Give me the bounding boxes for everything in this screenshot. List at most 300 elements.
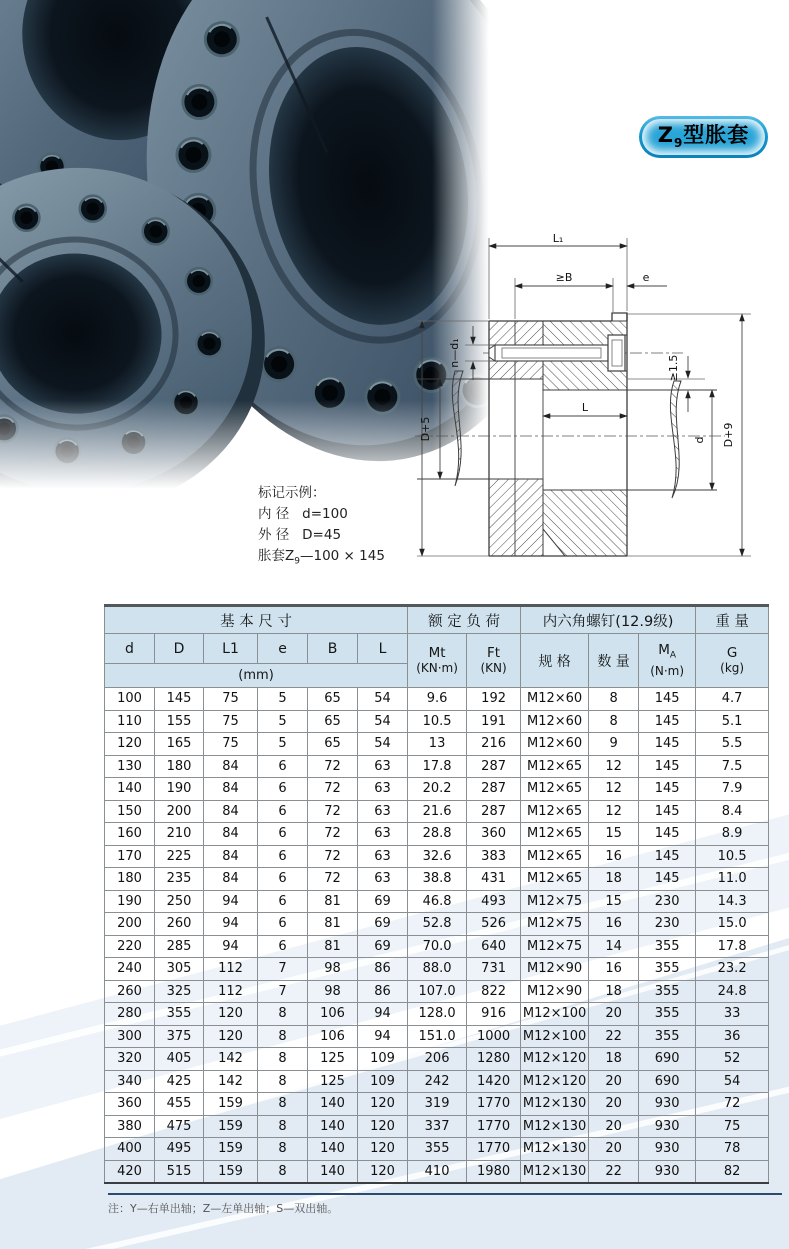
- table-cell: 235: [155, 868, 204, 891]
- table-body: [105, 688, 769, 1184]
- table-cell: 120: [204, 1025, 258, 1048]
- table-row: [105, 890, 769, 913]
- dim-label-gap: ≥1.5: [667, 354, 680, 382]
- table-cell: 63: [358, 868, 408, 891]
- marking-line-outer-diameter: 外 径 D=45: [258, 527, 342, 543]
- dim-label-d5: D+5: [419, 416, 432, 442]
- table-cell: 14.3: [696, 890, 769, 913]
- table-cell: 17.8: [696, 935, 769, 958]
- table-cell: 145: [155, 688, 204, 711]
- table-cell: 145: [639, 845, 696, 868]
- table-cell: 81: [308, 913, 358, 936]
- table-cell: 400: [105, 1138, 155, 1161]
- table-cell: 5.1: [696, 710, 769, 733]
- table-cell: 145: [639, 778, 696, 801]
- table-cell: 94: [204, 935, 258, 958]
- table-cell: 140: [308, 1093, 358, 1116]
- table-cell: 305: [155, 958, 204, 981]
- table-cell: 125: [308, 1048, 358, 1071]
- table-cell: M12×60: [521, 688, 589, 711]
- table-cell: 142: [204, 1048, 258, 1071]
- table-cell: 337: [408, 1115, 467, 1138]
- table-cell: 8: [258, 1025, 308, 1048]
- table-cell: 120: [358, 1115, 408, 1138]
- table-cell: 145: [639, 733, 696, 756]
- table-cell: 8: [589, 710, 639, 733]
- table-cell: 128.0: [408, 1003, 467, 1026]
- col-e: e: [258, 634, 308, 664]
- table-row: [105, 1048, 769, 1071]
- table-row: [105, 1025, 769, 1048]
- table-cell: 24.8: [696, 980, 769, 1003]
- table-cell: 63: [358, 755, 408, 778]
- col-D: D: [155, 634, 204, 664]
- table-cell: 140: [308, 1160, 358, 1183]
- table-cell: 84: [204, 800, 258, 823]
- group-basic-dims: 基 本 尺 寸: [105, 606, 408, 634]
- group-weight: 重 量: [696, 606, 769, 634]
- table-cell: 11.0: [696, 868, 769, 891]
- table-cell: 200: [105, 913, 155, 936]
- table-cell: 22: [589, 1025, 639, 1048]
- table-cell: 240: [105, 958, 155, 981]
- table-cell: 380: [105, 1115, 155, 1138]
- table-cell: 159: [204, 1093, 258, 1116]
- table-cell: 431: [467, 868, 521, 891]
- dim-label-l1: L₁: [552, 232, 564, 245]
- table-cell: 8: [258, 1048, 308, 1071]
- table-cell: 495: [155, 1138, 204, 1161]
- table-cell: 159: [204, 1115, 258, 1138]
- table-cell: 12: [589, 778, 639, 801]
- table-cell: 112: [204, 980, 258, 1003]
- table-cell: 10.5: [408, 710, 467, 733]
- table-row: [105, 1160, 769, 1183]
- table-cell: 106: [308, 1025, 358, 1048]
- table-cell: 12: [589, 800, 639, 823]
- table-cell: 287: [467, 778, 521, 801]
- table-row: [105, 845, 769, 868]
- table-cell: 88.0: [408, 958, 467, 981]
- table-cell: 107.0: [408, 980, 467, 1003]
- table-cell: 5: [258, 688, 308, 711]
- table-cell: 65: [308, 688, 358, 711]
- table-cell: 18: [589, 1048, 639, 1071]
- table-cell: 46.8: [408, 890, 467, 913]
- table-cell: 54: [358, 733, 408, 756]
- table-cell: 22: [589, 1160, 639, 1183]
- table-row: [105, 1070, 769, 1093]
- table-cell: 8: [258, 1138, 308, 1161]
- table-cell: 120: [358, 1093, 408, 1116]
- col-g: G (kg): [696, 634, 769, 688]
- table-cell: 159: [204, 1138, 258, 1161]
- table-cell: M12×60: [521, 710, 589, 733]
- table-cell: 170: [105, 845, 155, 868]
- table-cell: 16: [589, 913, 639, 936]
- shaft-break-right: [670, 381, 681, 498]
- table-cell: 319: [408, 1093, 467, 1116]
- table-cell: 210: [155, 823, 204, 846]
- table-cell: 12: [589, 755, 639, 778]
- table-cell: M12×75: [521, 890, 589, 913]
- table-cell: 515: [155, 1160, 204, 1183]
- table-cell: 140: [105, 778, 155, 801]
- table-cell: 355: [408, 1138, 467, 1161]
- table-cell: 120: [105, 733, 155, 756]
- table-cell: 360: [467, 823, 521, 846]
- table-cell: 640: [467, 935, 521, 958]
- table-cell: 15.0: [696, 913, 769, 936]
- group-rated-load: 额 定 负 荷: [408, 606, 521, 634]
- table-cell: 6: [258, 913, 308, 936]
- marking-title: 标记示例：: [258, 485, 326, 501]
- col-ma: $M_A$ (N·m): [639, 634, 696, 688]
- table-cell: 72: [696, 1093, 769, 1116]
- col-d: d: [105, 634, 155, 664]
- table-cell: 155: [155, 710, 204, 733]
- table-row: [105, 958, 769, 981]
- table-cell: 145: [639, 823, 696, 846]
- table-cell: 65: [308, 733, 358, 756]
- table-cell: 72: [308, 868, 358, 891]
- table-row: [105, 733, 769, 756]
- table-cell: 54: [358, 710, 408, 733]
- table-cell: 165: [155, 733, 204, 756]
- table-cell: 32.6: [408, 845, 467, 868]
- table-cell: 140: [308, 1115, 358, 1138]
- table-cell: 7.5: [696, 755, 769, 778]
- table-cell: 54: [696, 1070, 769, 1093]
- table-cell: 230: [639, 913, 696, 936]
- table-cell: 84: [204, 755, 258, 778]
- table-row: [105, 868, 769, 891]
- table-cell: 20: [589, 1093, 639, 1116]
- table-cell: 36: [696, 1025, 769, 1048]
- table-cell: 6: [258, 823, 308, 846]
- table-cell: 180: [105, 868, 155, 891]
- table-cell: M12×130: [521, 1093, 589, 1116]
- table-cell: 72: [308, 755, 358, 778]
- table-cell: 340: [105, 1070, 155, 1093]
- table-cell: M12×120: [521, 1048, 589, 1071]
- table-cell: M12×75: [521, 913, 589, 936]
- table-cell: M12×90: [521, 958, 589, 981]
- table-cell: 930: [639, 1138, 696, 1161]
- table-cell: 355: [639, 958, 696, 981]
- table-cell: 20: [589, 1138, 639, 1161]
- table-cell: 822: [467, 980, 521, 1003]
- table-row: [105, 980, 769, 1003]
- table-cell: 13: [408, 733, 467, 756]
- table-cell: 190: [155, 778, 204, 801]
- table-cell: 8: [258, 1093, 308, 1116]
- table-cell: 75: [204, 733, 258, 756]
- table-cell: 150: [105, 800, 155, 823]
- table-cell: M12×130: [521, 1160, 589, 1183]
- table-cell: M12×90: [521, 980, 589, 1003]
- table-cell: 250: [155, 890, 204, 913]
- table-cell: 151.0: [408, 1025, 467, 1048]
- table-cell: 280: [105, 1003, 155, 1026]
- table-cell: 110: [105, 710, 155, 733]
- table-cell: 69: [358, 913, 408, 936]
- table-cell: 72: [308, 778, 358, 801]
- table-cell: 52.8: [408, 913, 467, 936]
- table-cell: 731: [467, 958, 521, 981]
- table-cell: 130: [105, 755, 155, 778]
- table-cell: 355: [639, 935, 696, 958]
- group-header-row: [105, 606, 769, 634]
- table-cell: 120: [204, 1003, 258, 1026]
- table-cell: 300: [105, 1025, 155, 1048]
- dim-label-nd1: n—d₁: [448, 338, 461, 368]
- table-cell: 916: [467, 1003, 521, 1026]
- table-cell: 10.5: [696, 845, 769, 868]
- col-spec: 规 格: [521, 634, 589, 688]
- table-cell: 1280: [467, 1048, 521, 1071]
- col-ft: Ft (KN): [467, 634, 521, 688]
- table-cell: 260: [105, 980, 155, 1003]
- type-badge: [639, 116, 768, 158]
- table-cell: M12×65: [521, 800, 589, 823]
- type-badge-inner: [642, 119, 765, 155]
- table-cell: 690: [639, 1048, 696, 1071]
- table-cell: 1420: [467, 1070, 521, 1093]
- table-cell: 8.9: [696, 823, 769, 846]
- table-cell: M12×130: [521, 1138, 589, 1161]
- table-cell: 6: [258, 935, 308, 958]
- mm-unit-cell: (mm): [105, 664, 408, 688]
- table-cell: 8: [258, 1160, 308, 1183]
- table-cell: 4.7: [696, 688, 769, 711]
- table-row: [105, 800, 769, 823]
- table-cell: 159: [204, 1160, 258, 1183]
- table-cell: 8: [589, 688, 639, 711]
- col-L1: L1: [204, 634, 258, 664]
- table-cell: M12×100: [521, 1025, 589, 1048]
- footer-note: 注：Y—右单出轴；Z—左单出轴；S—双出轴。: [108, 1202, 339, 1215]
- table-cell: 526: [467, 913, 521, 936]
- table-row: [105, 913, 769, 936]
- table-cell: 15: [589, 823, 639, 846]
- table-cell: 86: [358, 980, 408, 1003]
- table-cell: 69: [358, 890, 408, 913]
- table-cell: 287: [467, 755, 521, 778]
- table-cell: 355: [639, 1025, 696, 1048]
- table-cell: 200: [155, 800, 204, 823]
- table-cell: 455: [155, 1093, 204, 1116]
- table-cell: 63: [358, 778, 408, 801]
- table-cell: 355: [639, 980, 696, 1003]
- table-cell: 6: [258, 890, 308, 913]
- table-cell: 84: [204, 845, 258, 868]
- table-cell: 420: [105, 1160, 155, 1183]
- table-cell: M12×130: [521, 1115, 589, 1138]
- table-cell: 6: [258, 800, 308, 823]
- table-cell: 1770: [467, 1093, 521, 1116]
- dim-label-l: L: [581, 401, 589, 414]
- table-cell: 8: [258, 1070, 308, 1093]
- table-cell: 8: [258, 1115, 308, 1138]
- table-row: [105, 688, 769, 711]
- table-cell: 81: [308, 890, 358, 913]
- table-cell: 410: [408, 1160, 467, 1183]
- table-cell: 94: [204, 890, 258, 913]
- table-cell: 6: [258, 778, 308, 801]
- dim-label-e: e: [642, 271, 650, 284]
- table-cell: 145: [639, 755, 696, 778]
- table-cell: 206: [408, 1048, 467, 1071]
- table-row: [105, 1093, 769, 1116]
- table-cell: 225: [155, 845, 204, 868]
- table-row: [105, 1003, 769, 1026]
- note-divider: [108, 1193, 782, 1195]
- shaft-break-left: [452, 371, 463, 486]
- sub-header-row: [105, 634, 769, 664]
- table-cell: 20: [589, 1070, 639, 1093]
- table-cell: 14: [589, 935, 639, 958]
- table-cell: 7: [258, 958, 308, 981]
- table-cell: 18: [589, 980, 639, 1003]
- table-cell: 1000: [467, 1025, 521, 1048]
- table-cell: M12×100: [521, 1003, 589, 1026]
- table-cell: 106: [308, 1003, 358, 1026]
- table-row: [105, 710, 769, 733]
- table-cell: 75: [696, 1115, 769, 1138]
- table-cell: 82: [696, 1160, 769, 1183]
- table-cell: 81: [308, 935, 358, 958]
- table-cell: 145: [639, 800, 696, 823]
- table-row: [105, 778, 769, 801]
- group-socket-screws: 内六角螺钉(12.9级): [521, 606, 696, 634]
- table-cell: M12×120: [521, 1070, 589, 1093]
- table-cell: 140: [308, 1138, 358, 1161]
- table-cell: 287: [467, 800, 521, 823]
- table-cell: 72: [308, 800, 358, 823]
- table-cell: 475: [155, 1115, 204, 1138]
- table-cell: 190: [105, 890, 155, 913]
- table-cell: 120: [358, 1138, 408, 1161]
- dim-label-b: ≥B: [555, 271, 573, 284]
- table-row: [105, 935, 769, 958]
- table-cell: 1770: [467, 1115, 521, 1138]
- table-cell: 20: [589, 1115, 639, 1138]
- marking-line-designation: 胀套$Z_9—100 \times 145$: [258, 548, 385, 567]
- table-cell: M12×60: [521, 733, 589, 756]
- table-cell: 493: [467, 890, 521, 913]
- table-cell: 28.8: [408, 823, 467, 846]
- table-cell: 260: [155, 913, 204, 936]
- table-cell: 5: [258, 710, 308, 733]
- dim-label-d: d: [693, 436, 706, 444]
- table-cell: M12×75: [521, 935, 589, 958]
- table-cell: 52: [696, 1048, 769, 1071]
- technical-drawing: [415, 226, 789, 578]
- table-cell: M12×65: [521, 868, 589, 891]
- table-cell: 69: [358, 935, 408, 958]
- table-cell: 23.2: [696, 958, 769, 981]
- table-cell: M12×65: [521, 823, 589, 846]
- table-cell: 78: [696, 1138, 769, 1161]
- table-cell: M12×65: [521, 778, 589, 801]
- table-cell: M12×65: [521, 755, 589, 778]
- table-cell: 65: [308, 710, 358, 733]
- table-cell: 145: [639, 868, 696, 891]
- table-cell: 98: [308, 958, 358, 981]
- table-row: [105, 755, 769, 778]
- table-cell: 360: [105, 1093, 155, 1116]
- table-cell: 425: [155, 1070, 204, 1093]
- table-cell: 230: [639, 890, 696, 913]
- table-cell: 94: [358, 1025, 408, 1048]
- table-cell: 16: [589, 958, 639, 981]
- table-cell: 100: [105, 688, 155, 711]
- table-cell: 285: [155, 935, 204, 958]
- table-cell: 17.8: [408, 755, 467, 778]
- table-cell: 20.2: [408, 778, 467, 801]
- table-cell: 6: [258, 845, 308, 868]
- col-B: B: [308, 634, 358, 664]
- table-cell: 355: [639, 1003, 696, 1026]
- col-L: L: [358, 634, 408, 664]
- dim-label-d9: D+9: [722, 422, 735, 448]
- table-cell: 6: [258, 755, 308, 778]
- table-cell: 21.6: [408, 800, 467, 823]
- table-cell: 63: [358, 845, 408, 868]
- table-cell: 142: [204, 1070, 258, 1093]
- table-cell: 94: [358, 1003, 408, 1026]
- table-cell: 33: [696, 1003, 769, 1026]
- table-row: [105, 1138, 769, 1161]
- table-cell: 405: [155, 1048, 204, 1071]
- table-cell: 5: [258, 733, 308, 756]
- table-cell: 5.5: [696, 733, 769, 756]
- table-cell: 355: [155, 1003, 204, 1026]
- table-cell: 7.9: [696, 778, 769, 801]
- marking-line-inner-diameter: 内 径 d=100: [258, 506, 348, 522]
- table-cell: 38.8: [408, 868, 467, 891]
- table-cell: 1770: [467, 1138, 521, 1161]
- table-cell: 145: [639, 688, 696, 711]
- table-cell: 84: [204, 868, 258, 891]
- table-cell: 75: [204, 710, 258, 733]
- table-cell: 145: [639, 710, 696, 733]
- table-cell: 8: [258, 1003, 308, 1026]
- table-cell: 75: [204, 688, 258, 711]
- table-cell: 216: [467, 733, 521, 756]
- type-badge-label: $Z_9$型胀套: [657, 122, 750, 151]
- table-cell: 94: [204, 913, 258, 936]
- table-cell: 192: [467, 688, 521, 711]
- table-row: [105, 1115, 769, 1138]
- table-cell: 109: [358, 1048, 408, 1071]
- table-cell: 375: [155, 1025, 204, 1048]
- table-cell: 125: [308, 1070, 358, 1093]
- table-cell: 690: [639, 1070, 696, 1093]
- spec-table: [104, 604, 769, 1184]
- table-cell: M12×65: [521, 845, 589, 868]
- table-cell: 6: [258, 868, 308, 891]
- marking-example: [258, 483, 385, 573]
- table-cell: 98: [308, 980, 358, 1003]
- table-cell: 63: [358, 823, 408, 846]
- table-cell: 1980: [467, 1160, 521, 1183]
- table-cell: 180: [155, 755, 204, 778]
- table-cell: 70.0: [408, 935, 467, 958]
- table-cell: 84: [204, 778, 258, 801]
- table-cell: 320: [105, 1048, 155, 1071]
